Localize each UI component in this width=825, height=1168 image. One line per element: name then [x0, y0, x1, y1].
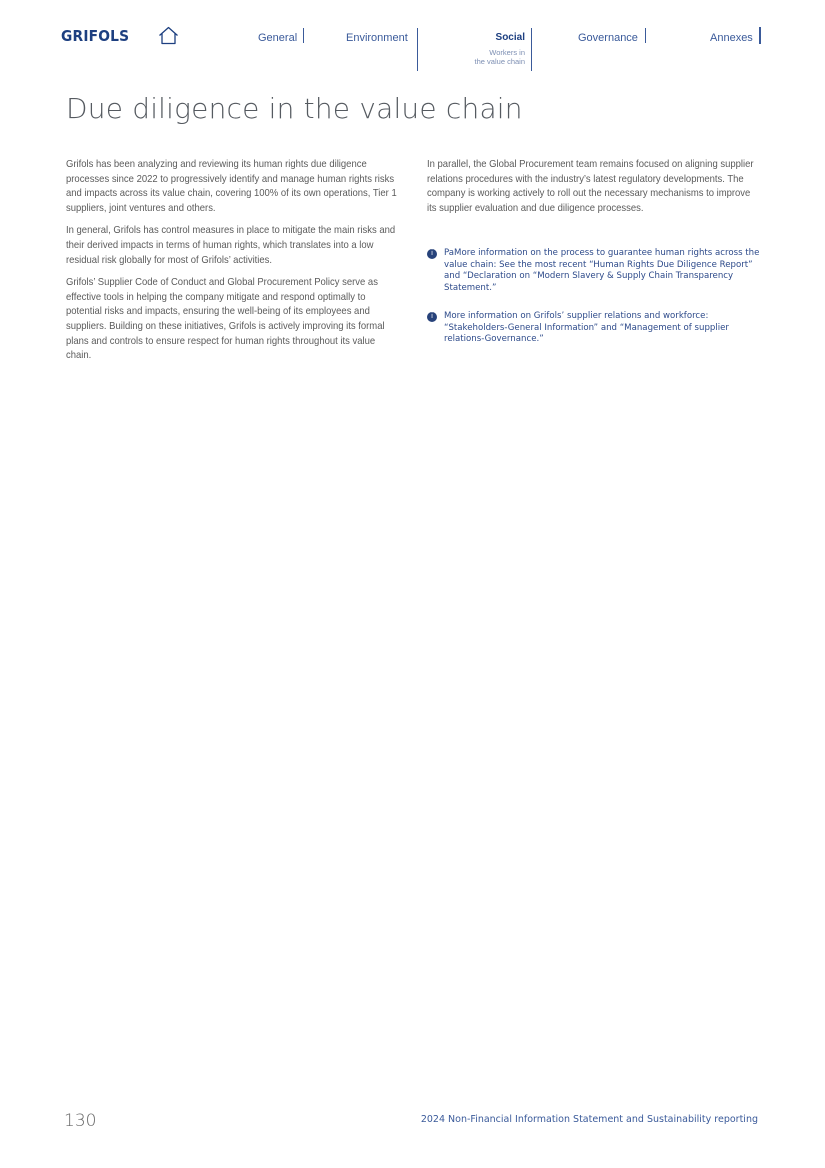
nav-social-subsection[interactable] [445, 48, 525, 66]
info-note[interactable] [427, 248, 762, 294]
nav-governance[interactable]: Governance [578, 32, 638, 44]
nav-annexes[interactable]: Annexes [710, 32, 753, 44]
home-icon[interactable] [158, 26, 179, 45]
nav-divider [759, 27, 761, 44]
info-note-text[interactable]: PaMore information on the process to guarantee human rights across the value chain: See the most recent “Human Rights Due Diligence Report” and “Declaration on “Modern Slavery & Supply Chain Transparency Statement.” [444, 248, 760, 293]
body-paragraph: Grifols has been analyzing and reviewing its human rights due diligence processes since 2022 to progressively identify and manage human rights risks and impacts across its value chain, covering 100% of its own operations, Tier 1 suppliers, joint ventures and others. [66, 159, 397, 214]
page-number: 130 [64, 1111, 97, 1131]
nav-divider [417, 28, 418, 71]
report-title: 2024 Non-Financial Information Statement and Sustainability reporting [420, 1114, 758, 1125]
nav-social[interactable]: Social [495, 32, 525, 43]
body-paragraph: In general, Grifols has control measures in place to mitigate the main risks and their derived impacts in terms of human rights, which translates into a low residual risk globally for most of Grifols’ activities. [66, 225, 396, 266]
nav-environment[interactable]: Environment [346, 32, 408, 44]
grifols-logo[interactable]: GRIFOLS [61, 27, 130, 45]
page-title: Due diligence in the value chain [66, 92, 523, 125]
body-paragraph: In parallel, the Global Procurement team remains focused on aligning supplier relations procedures with the industry’s latest regulatory developments. The company is working actively to roll out the necessary mechanisms to improve its supplier evaluation and due diligence processes. [427, 159, 754, 214]
nav-divider [531, 28, 532, 71]
nav-social-sub-line: the value chain [474, 57, 525, 66]
nav-social-sub-line: Workers in [489, 48, 525, 57]
body-paragraph: Grifols’ Supplier Code of Conduct and Global Procurement Policy serve as effective tools in helping the company mitigate and respond optimally to potential risks and impacts, ensuring the well-being of its employees and suppliers. Building on these initiatives, Grifols is actively improving its formal plans and controls to ensure respect for human rights throughout its value chain. [66, 277, 385, 362]
info-icon: i [427, 312, 437, 322]
nav-divider [303, 28, 304, 43]
info-note-text[interactable]: More information on Grifols’ supplier relations and workforce: “Stakeholders-General Information” and “Management of supplier relations-Governance.” [444, 311, 729, 344]
info-icon: i [427, 249, 437, 259]
info-note[interactable] [427, 311, 762, 346]
nav-general[interactable]: General [258, 32, 298, 44]
left-column [66, 158, 401, 372]
nav-divider [645, 28, 646, 43]
right-column [427, 158, 759, 224]
